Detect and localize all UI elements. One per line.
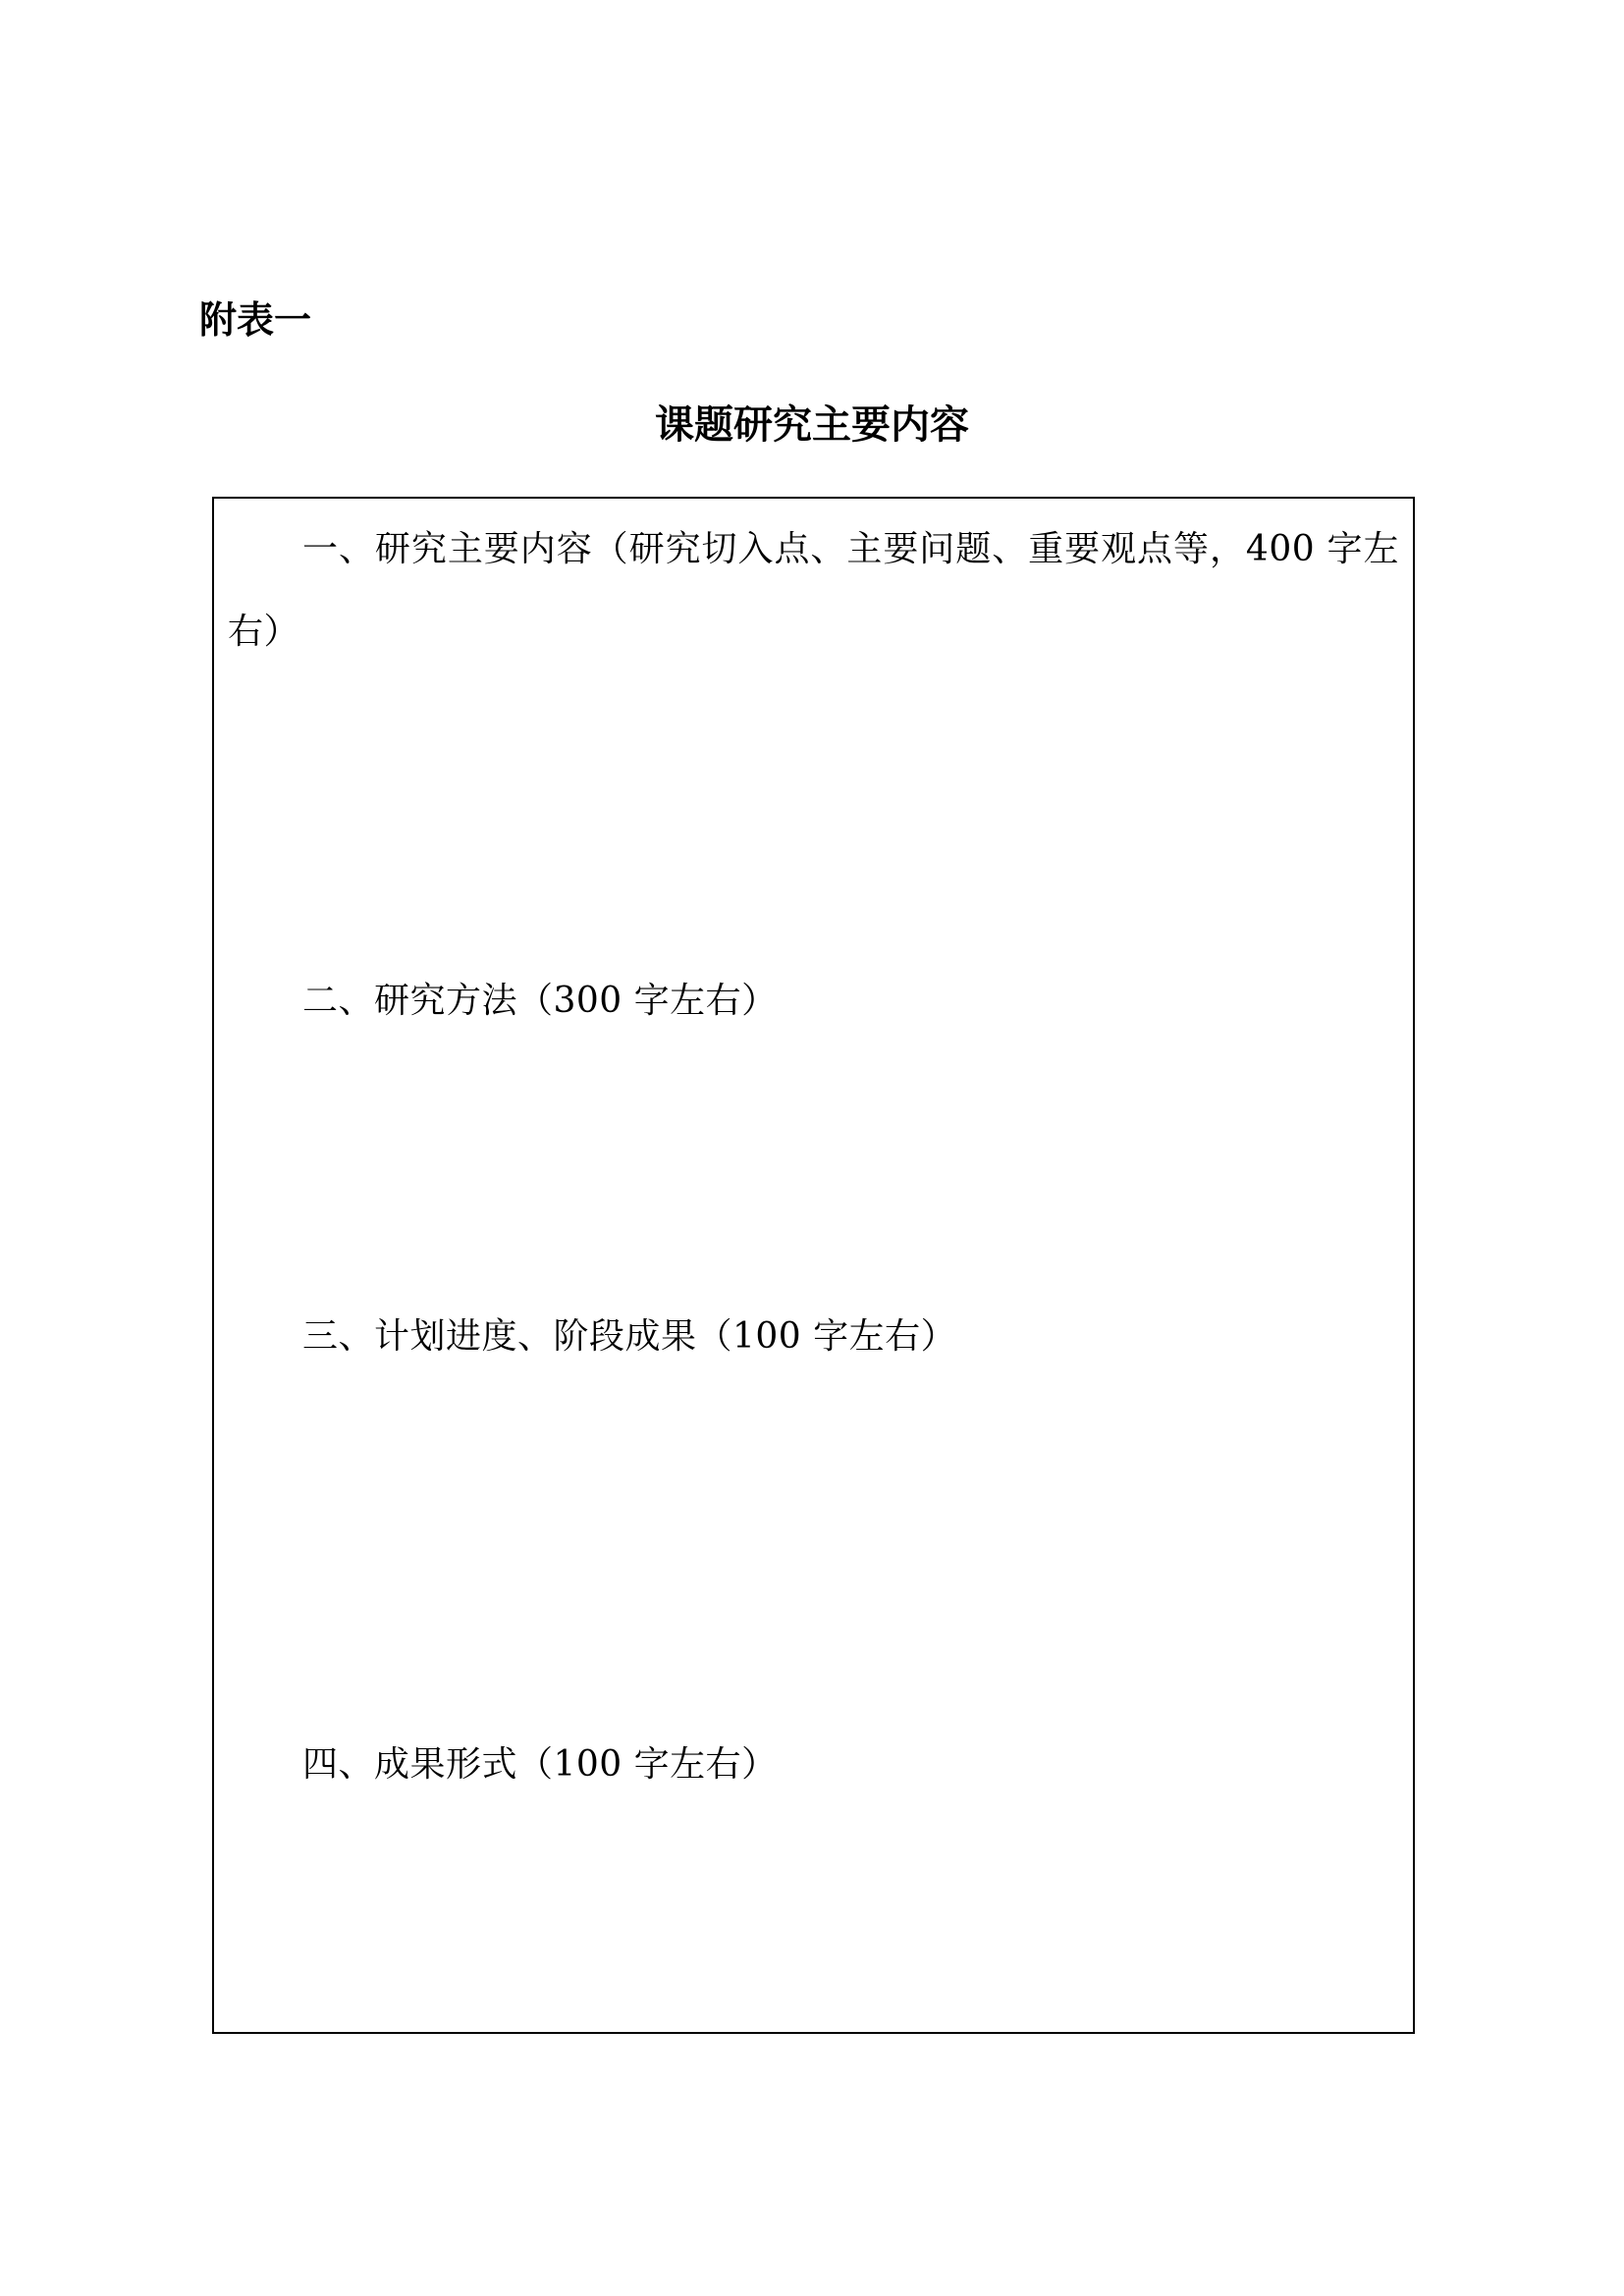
section-result-form-heading: 四、成果形式（100 字左右） <box>302 1744 778 1785</box>
section-research-method-heading: 二、研究方法（300 字左右） <box>302 981 778 1021</box>
form-title: 课题研究主要内容 <box>655 402 969 448</box>
attachment-label: 附表一 <box>199 298 312 342</box>
section-schedule-heading: 三、计划进度、阶段成果（100 字左右） <box>302 1316 957 1357</box>
form-table <box>212 497 1415 2034</box>
section-research-content-heading: 一、研究主要内容（研究切入点、主要问题、重要观点等，400 字左右） <box>228 529 1399 652</box>
